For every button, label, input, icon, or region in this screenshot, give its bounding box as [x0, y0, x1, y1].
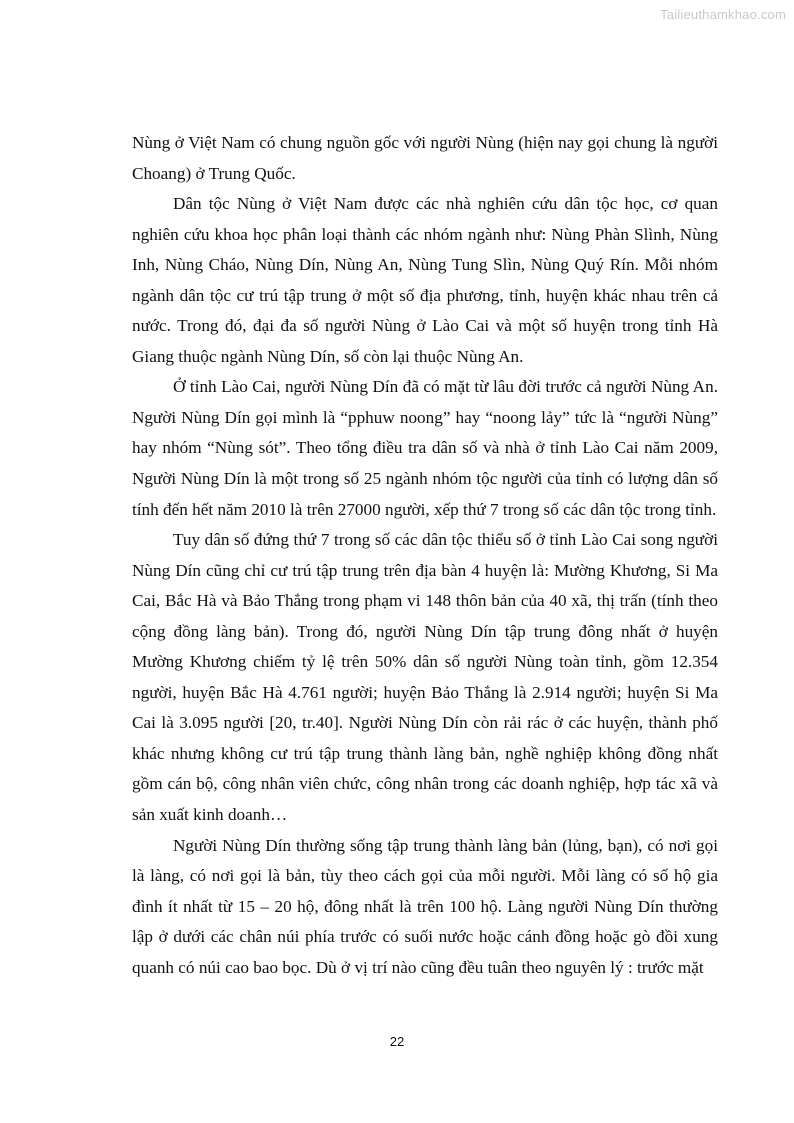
watermark: Tailieuthamkhao.com [660, 7, 786, 22]
page-number: 22 [389, 1034, 405, 1049]
paragraph-continuation: Nùng ở Việt Nam có chung nguồn gốc với người Nùng (hiện nay gọi chung là người Choang) ở Trung Quốc. [132, 133, 718, 183]
paragraph: Ở tỉnh Lào Cai, người Nùng Dín đã có mặt từ lâu đời trước cả người Nùng An. Người Nùng Dín gọi mình là “pphuw noong” hay “noong lảy” tức là “người Nùng” hay nhóm “Nùng sót”. Theo tổng điều tra dân số và nhà ở tỉnh Lào Cai năm 2009, Người Nùng Dín là một trong số 25 ngành nhóm tộc người của tỉnh có lượng dân số tính đến hết năm 2010 là trên 27000 người, xếp thứ 7 trong số các dân tộc trong tỉnh. [132, 377, 718, 519]
paragraph: Dân tộc Nùng ở Việt Nam được các nhà nghiên cứu dân tộc học, cơ quan nghiên cứu khoa học phân loại thành các nhóm ngành như: Nùng Phàn Slình, Nùng Inh, Nùng Cháo, Nùng Dín, Nùng An, Nùng Tung Slìn, Nùng Quý Rín. Mỗi nhóm ngành dân tộc cư trú tập trung ở một số địa phương, tỉnh, huyện khác nhau trên cả nước. Trong đó, đại đa số người Nùng ở Lào Cai và một số huyện trong tỉnh Hà Giang thuộc ngành Nùng Dín, số còn lại thuộc Nùng An. [132, 194, 718, 366]
document-body [132, 128, 718, 983]
paragraph: Tuy dân số đứng thứ 7 trong số các dân tộc thiểu số ở tỉnh Lào Cai song người Nùng Dín cũng chỉ cư trú tập trung trên địa bàn 4 huyện là: Mường Khương, Si Ma Cai, Bắc Hà và Bảo Thắng trong phạm vi 148 thôn bản của 40 xã, thị trấn (tính theo cộng đồng làng bản). Trong đó, người Nùng Dín tập trung đông nhất ở huyện Mường Khương chiếm tỷ lệ trên 50% dân số người Nùng toàn tỉnh, gồm 12.354 người, huyện Bắc Hà 4.761 người; huyện Bảo Thắng là 2.914 người; huyện Si Ma Cai là 3.095 người [20, tr.40]. Người Nùng Dín còn rải rác ở các huyện, thành phố khác nhưng không cư trú tập trung thành làng bản, nghề nghiệp không đồng nhất gồm cán bộ, công nhân viên chức, công nhân trong các doanh nghiệp, hợp tác xã và sản xuất kinh doanh… [132, 530, 718, 825]
paragraph: Người Nùng Dín thường sống tập trung thành làng bản (lủng, bạn), có nơi gọi là làng, có nơi gọi là bản, tùy theo cách gọi của mỗi người. Mỗi làng có số hộ gia đình ít nhất từ 15 – 20 hộ, đông nhất là trên 100 hộ. Làng người Nùng Dín thường lập ở dưới các chân núi phía trước có suối nước hoặc cánh đồng hoặc gò đồi xung quanh có núi cao bao bọc. Dù ở vị trí nào cũng đều tuân theo nguyên lý : trước mặt [132, 835, 718, 977]
